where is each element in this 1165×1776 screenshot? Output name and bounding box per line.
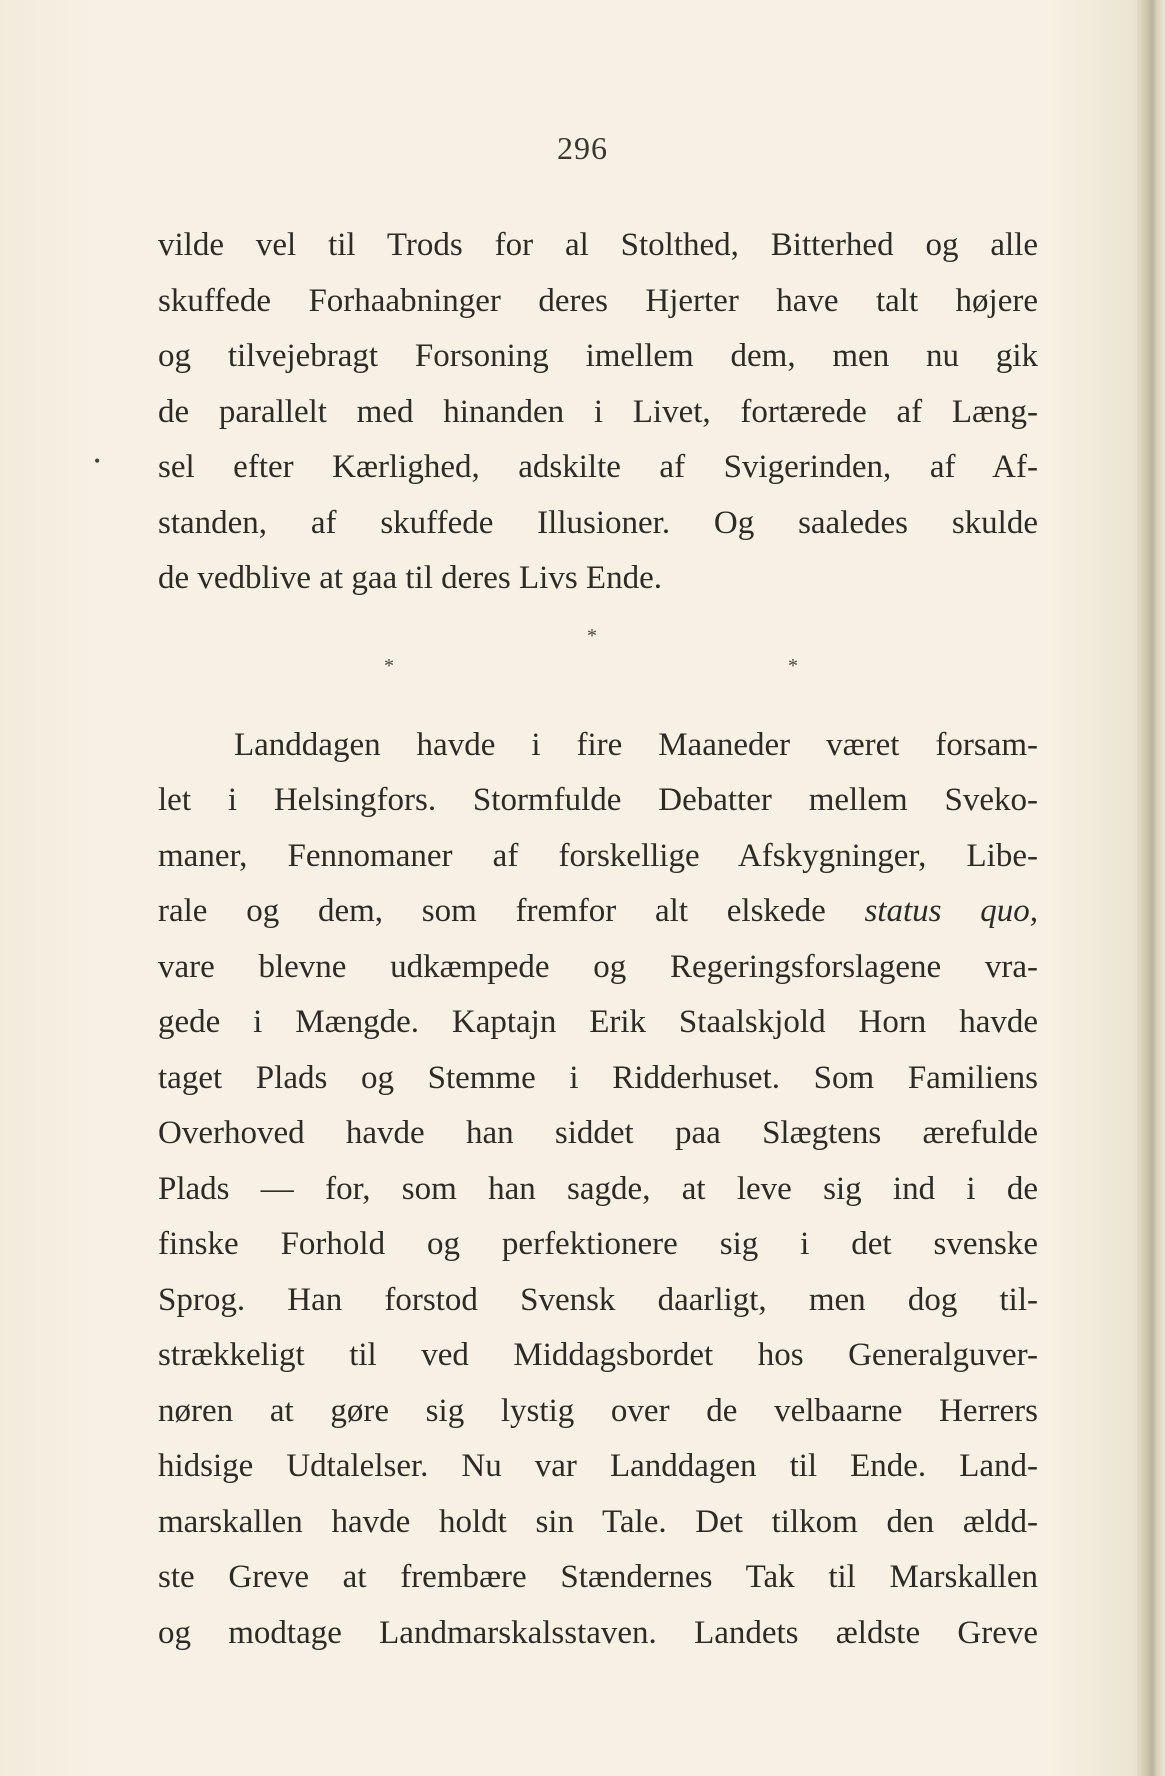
- asterism-divider: [0, 625, 1165, 685]
- text-line: Plads — for, som han sagde, at leve sig ind i de: [158, 1170, 1038, 1207]
- text-line: Overhoved havde han siddet paa Slægtens ærefulde: [158, 1115, 1038, 1151]
- text-line: Sprog. Han forstod Svensk daarligt, men dog til-: [158, 1281, 1038, 1318]
- text-line: strækkeligt til ved Middagsbordet hos Generalguver-: [158, 1337, 1038, 1373]
- text-line: let i Helsingfors. Stormfulde Debatter mellem Sveko-: [158, 782, 1038, 818]
- body-text: [158, 218, 1038, 1661]
- text-line: ste Greve at frembære Stændernes Tak til Marskallen: [158, 1559, 1038, 1595]
- asterism-star: *: [788, 655, 798, 677]
- page-number: 296: [557, 130, 608, 166]
- text-line: marskallen havde holdt sin Tale. Det tilkom den ældd-: [158, 1503, 1038, 1540]
- text-line: nøren at gøre sig lystig over de velbaarne Herrers: [158, 1392, 1038, 1429]
- text-line: standen, af skuffede Illusioner. Og saaledes skulde: [158, 504, 1038, 541]
- text-line: maner, Fennomaner af forskellige Afskygninger, Libe-: [158, 837, 1038, 874]
- text-line: skuffede Forhaabninger deres Hjerter have talt højere: [158, 282, 1038, 319]
- text-line: [158, 884, 1038, 940]
- text-line: gede i Mængde. Kaptajn Erik Staalskjold Horn havde: [158, 1004, 1038, 1040]
- text-line: finske Forhold og perfektionere sig i det svenske: [158, 1226, 1038, 1262]
- page-edge-shadow: [1137, 0, 1165, 1776]
- text-line: taget Plads og Stemme i Ridderhuset. Som Familiens: [158, 1059, 1038, 1096]
- text-line: hidsige Udtalelser. Nu var Landdagen til Ende. Land-: [158, 1448, 1038, 1484]
- text-line: de vedblive at gaa til deres Livs Ende.: [158, 560, 662, 596]
- asterism-star: *: [587, 625, 597, 647]
- text-line: vare blevne udkæmpede og Regeringsforslagene vra-: [158, 948, 1038, 985]
- text-line: Landdagen havde i fire Maaneder været forsam-: [234, 726, 1038, 763]
- asterism-star: *: [384, 655, 394, 677]
- margin-mark: •: [94, 451, 101, 471]
- text-line: og modtage Landmarskalsstaven. Landets ældste Greve: [158, 1614, 1038, 1651]
- text-line: og tilvejebragt Forsoning imellem dem, men nu gik: [158, 338, 1038, 374]
- text-line: sel efter Kærlighed, adskilte af Svigerinden, af Af-: [158, 449, 1038, 485]
- italic-phrase: status quo,: [864, 893, 1038, 929]
- text-line: de parallelt med hinanden i Livet, fortærede af Læng-: [158, 393, 1038, 430]
- text-line: vilde vel til Trods for al Stolthed, Bitterhed og alle: [158, 227, 1038, 263]
- text-segment: rale og dem, som fremfor alt elskede: [158, 893, 865, 929]
